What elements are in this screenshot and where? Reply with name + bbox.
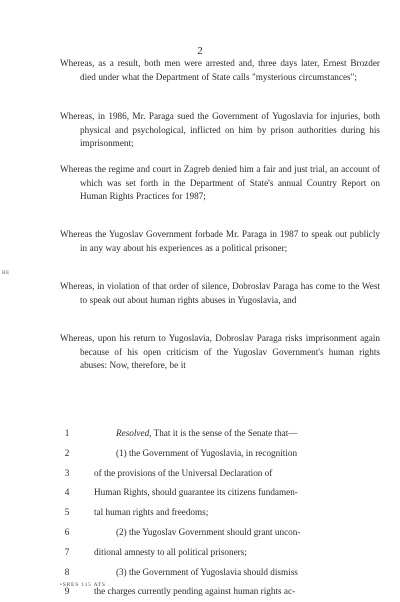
line-number: 4 xyxy=(64,487,70,498)
resolved-label: Resolved, xyxy=(116,428,152,438)
resolution-line xyxy=(60,444,380,464)
margin-mark: HE xyxy=(2,271,10,276)
line-text: (1) the Government of Yugoslavia, in recognition xyxy=(116,447,298,458)
line-number: 1 xyxy=(64,428,70,438)
line-text: the charges currently pending against human rights ac- xyxy=(94,586,296,597)
line-number: 2 xyxy=(64,447,70,458)
line-number: 5 xyxy=(64,507,70,518)
resolution-line xyxy=(60,582,380,602)
resolution-line xyxy=(60,483,380,503)
line-text: of the provisions of the Universal Declaration of xyxy=(94,467,273,478)
resolution-block xyxy=(60,424,380,602)
whereas-clause: Whereas, in violation of that order of silence, Dobroslav Paraga has come to the West to speak out about human rights abuses in Yugoslavia, and xyxy=(60,281,380,305)
page-number: 2 xyxy=(197,45,203,57)
whereas-clause: Whereas the regime and court in Zagreb denied him a fair and just trial, an account of which was set forth in the Department of State's annual Country Report on Human Rights Practices for 1987; xyxy=(60,164,380,202)
line-number: 9 xyxy=(64,586,70,597)
line-number: 8 xyxy=(64,566,70,577)
line-text: tal human rights and freedoms; xyxy=(94,507,209,518)
resolution-line xyxy=(60,464,380,484)
whereas-clause: Whereas, as a result, both men were arrested and, three days later, Ernest Brozder died under what the Department of State calls "mysterious circumstances"; xyxy=(60,58,380,82)
line-number: 3 xyxy=(64,467,70,478)
line-text: (2) the Yugoslav Government should grant uncon- xyxy=(116,526,301,537)
line-text: ditional amnesty to all political prisoners; xyxy=(94,546,247,557)
line-text: Human Rights, should guarantee its citizens fundamen- xyxy=(94,487,298,498)
whereas-clause: Whereas, in 1986, Mr. Paraga sued the Government of Yugoslavia for injuries, both physical and psychological, inflicted on him by prison authorities during his imprisonment; xyxy=(60,111,380,149)
line-number: 7 xyxy=(64,546,70,557)
resolved-text: That it is the sense of the Senate that— xyxy=(151,428,298,438)
whereas-clause: Whereas the Yugoslav Government forbade Mr. Paraga in 1987 to speak out publicly in any way about his experiences as a political prisoner; xyxy=(60,229,380,253)
resolution-line xyxy=(60,503,380,523)
resolution-line xyxy=(60,563,380,583)
footer-code: •SRES 115 ATS xyxy=(60,582,106,588)
whereas-clause: Whereas, upon his return to Yugoslavia, Dobroslav Paraga risks imprisonment again because of his open criticism of the Yugoslav Government's human rights abuses: Now, therefore, be it xyxy=(60,333,380,371)
line-number: 6 xyxy=(64,526,70,537)
line-text: (3) the Government of Yugoslavia should dismiss xyxy=(116,566,298,577)
resolution-line xyxy=(60,523,380,543)
line-text xyxy=(94,424,380,444)
resolution-line xyxy=(60,424,380,444)
resolution-line xyxy=(60,543,380,563)
